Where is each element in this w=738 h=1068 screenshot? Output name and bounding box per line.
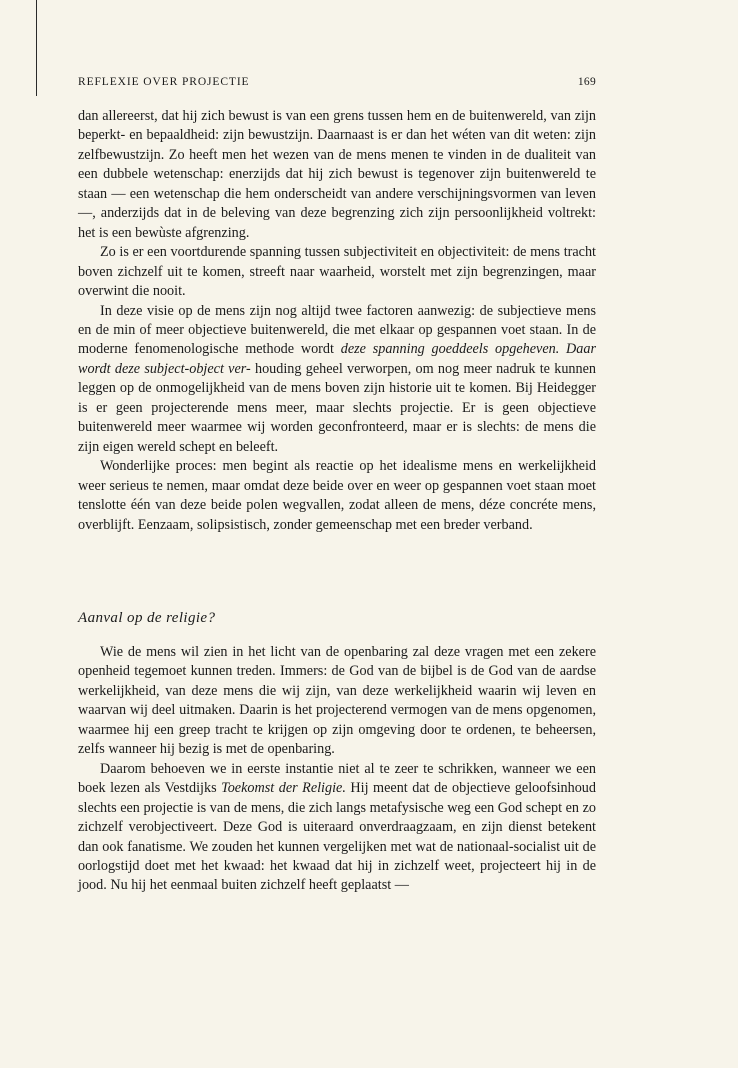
body-section-1 — [78, 107, 596, 535]
paragraph-1: dan allereerst, dat hij zich bewust is van een grens tussen hem en de buitenwereld, van zijn beperkt- en bepaaldheid: zijn bewustzijn. Daarnaast is er dan het wéten van dit weten: zijn zelfbewustzijn. Zo heeft men het wezen van de mens menen te vinden in de dualiteit van een dubbele wetenschap: enerzijds dat hij zich bewust is tegenover zijn buitenwereld te staan — een wetenschap die hem onderscheidt van andere verschijningsvormen van leven —, anderzijds dat in de beleving van deze begrenzing zich zijn persoonlijkheid voltrekt: het is een bewùste afgrenzing. — [78, 108, 596, 241]
body-section-2 — [78, 643, 596, 896]
paragraph-3-emphasis: deze spanning goeddeels opgeheven. Daar wordt deze subject-object ver- — [78, 341, 596, 377]
binding-edge-line — [36, 0, 37, 96]
paragraph-6-text-a: Daarom behoeven we in eerste instantie niet al te zeer te schrikken, wanneer we een boek lezen als Vestdijks — [78, 760, 596, 797]
running-head — [78, 76, 596, 88]
paragraph-5: Wie de mens wil zien in het licht van de openbaring zal deze vragen met een zekere openheid tegemoet kunnen treden. Immers: de God van de bijbel is de God van de aardse werkelijkheid, van deze mens die wij zijn, van deze werkelijkheid waarin wij leven en waarvan wij deel uitmaken. Daarin is het projecterend vermogen van de mens opgenomen, waarmee hij een greep tracht te krijgen op zijn omgeving door te ordenen, te beheersen, zelfs wanneer hij bezig is met de openbaring. — [78, 644, 596, 758]
paragraph-6-text-b: Hij meent dat de objectieve geloofsinhoud slechts een projectie is van de mens, die zich langs metafysische weg een God schept en zo zichzelf verobjectiveert. Deze God is uiteraard onverdraagzaam, en zijn dienst betekent dan ook fanatisme. We zouden het kunnen vergelijken met wat de nationaal-socialist uit de oorlogstijd doet met het kwaad: het kwaad dat hij in zichzelf weet, projecteert hij in de jood. Nu hij het eenmaal buiten zichzelf heeft geplaatst — — [78, 780, 596, 894]
paragraph-4: Wonderlijke proces: men begint als reactie op het idealisme mens en werkelijkheid weer serieus te nemen, maar omdat deze beide over en weer op gespannen voet staan moet tenslotte één van deze beide polen wegvallen, zodat alleen de mens, déze concréte mens, overblijft. Eenzaam, solipsistisch, zonder gemeenschap met een breder verband. — [78, 458, 596, 533]
page-number: 169 — [577, 76, 596, 88]
paragraph-6 — [78, 760, 596, 896]
paragraph-3-text-a: In deze visie op de mens zijn nog altijd twee factoren aanwezig: de subjectieve mens en de min of meer objectieve buitenwereld, die met elkaar op gespannen voet staan. In de moderne fenomenologische methode wordt — [78, 302, 596, 358]
paragraph-3-text-b: houding geheel verworpen, om nog meer nadruk te kunnen leggen op de onmogelijkheid van de mens boven zijn historie uit te komen. Bij Heidegger is er geen projecterende mens meer, maar slechts projectie. Er is geen objectieve buitenwereld meer waarmee wij worden geconfronteerd, maar er is slechts: de mens die zijn eigen wereld schept en beleeft. — [78, 360, 596, 455]
running-head-title: REFLEXIE OVER PROJECTIE — [78, 76, 250, 88]
paragraph-2: Zo is er een voortdurende spanning tussen subjectiviteit en objectiviteit: de mens tracht boven zichzelf uit te komen, streeft naar waarheid, worstelt met zijn begrenzingen, maar overwint die nooit. — [78, 244, 596, 300]
book-title-citation: Toekomst der Religie. — [221, 780, 346, 797]
paragraph-3 — [78, 302, 596, 458]
book-page — [78, 0, 596, 1068]
section-heading: Aanval op de religie? — [78, 610, 216, 626]
